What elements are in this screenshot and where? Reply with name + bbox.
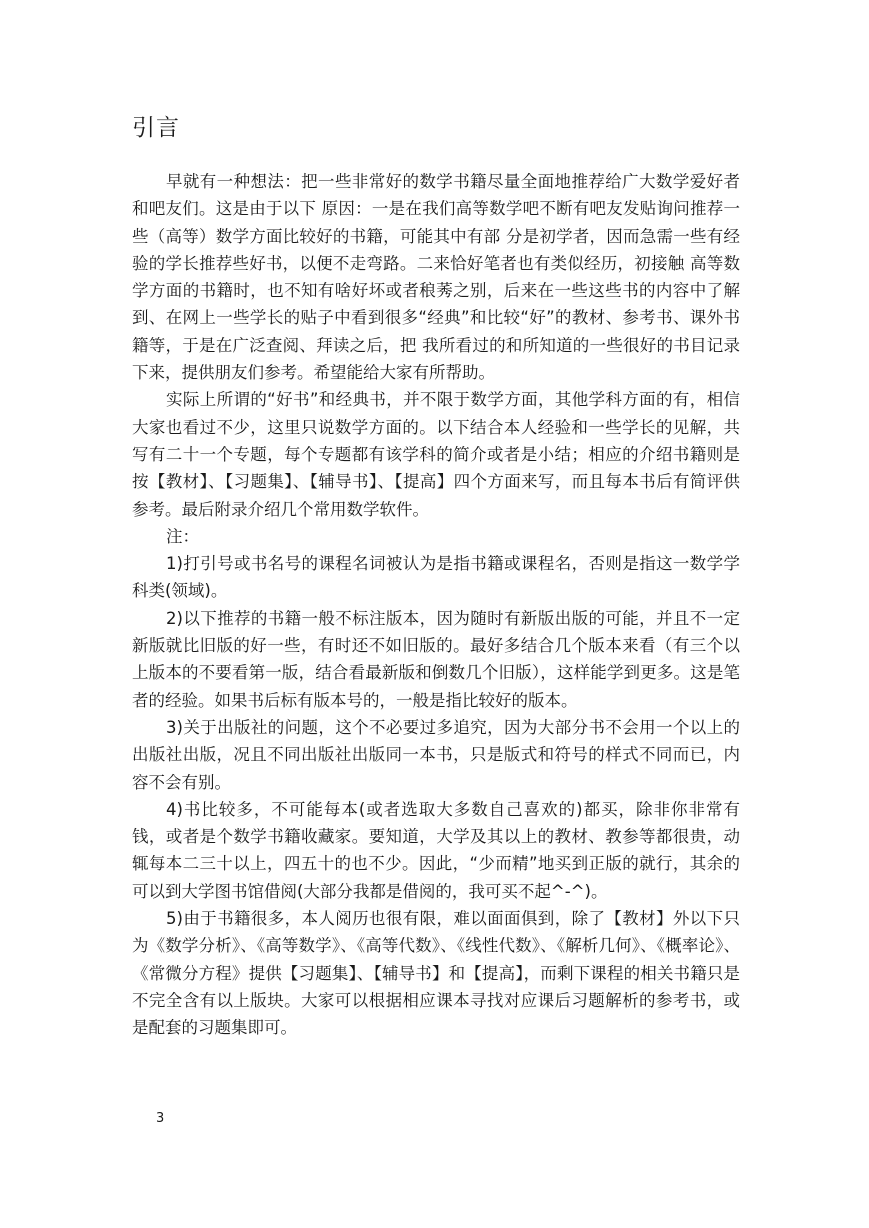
page-number: 3 [156,1111,165,1126]
paragraph-scope: 实际上所谓的“好书”和经典书，并不限于数学方面，其他学科方面的有，相信大家也看过不少，这里只说数学方面的。以下结合本人经验和一些学长的见解，共写有二十一个专题，每个专题都有该学科的简介或者是小结；相应的介绍书籍则是按【教材】、【习题集】、【辅导书】、【提高】四个方面来写，而且每本书后有简评供参考。最后附录介绍几个常用数学软件。 [132,390,740,519]
note-1: 1)打引号或书名号的课程名词被认为是指书籍或课程名，否则是指这一数学学科类(领域)。 [132,554,740,601]
note-4: 4)书比较多，不可能每本(或者选取大多数自己喜欢的)都买，除非你非常有钱，或者是个数学书籍收藏家。要知道，大学及其以上的教材、教参等都很贵，动辄每本二三十以上，四五十的也不少。因此，“少而精”地买到正版的就行，其余的可以到大学图书馆借阅(大部分我都是借阅的，我可买不起^-^)。 [132,799,740,901]
document-body [132,168,740,1042]
paragraph-intro: 早就有一种想法：把一些非常好的数学书籍尽量全面地推荐给广大数学爱好者和吧友们。这是由于以下 原因：一是在我们高等数学吧不断有吧友发贴询问推荐一些（高等）数学方面比较好的书籍，可能其中有部 分是初学者，因而急需一些有经验的学长推荐些好书，以便不走弯路。二来恰好笔者也有类似经历，初接触 高等数学方面的书籍时，也不知有啥好坏或者稂莠之别，后来在一些这些书的内容中了解到、在网上一些学长的贴子中看到很多“经典”和比较“好”的教材、参考书、课外书籍等，于是在广泛查阅、拜读之后，把 我所看过的和所知道的一些很好的书目记录下来，提供朋友们参考。希望能给大家有所帮助。 [132,172,740,383]
notes-heading: 注： [166,526,199,546]
section-title: 引言 [132,115,180,141]
note-5: 5)由于书籍很多，本人阅历也很有限，难以面面俱到，除了【教材】外以下只为《数学分析》、《高等数学》、《高等代数》、《线性代数》、《解析几何》、《概率论》、《常微分方程》提供【习题集】、【辅导书】和【提高】，而剩下课程的相关书籍只是不完全含有以上版块。大家可以根据相应课本寻找对应课后习题解析的参考书，或是配套的习题集即可。 [132,909,740,1038]
note-2: 2)以下推荐的书籍一般不标注版本，因为随时有新版出版的可能，并且不一定新版就比旧版的好一些，有时还不如旧版的。最好多结合几个版本来看（有三个以上版本的不要看第一版，结合看最新版和倒数几个旧版），这样能学到更多。这是笔者的经验。如果书后标有版本号的，一般是指比较好的版本。 [132,608,740,710]
note-3: 3)关于出版社的问题，这个不必要过多追究，因为大部分书不会用一个以上的出版社出版，况且不同出版社出版同一本书，只是版式和符号的样式不同而已，内容不会有别。 [132,717,740,792]
